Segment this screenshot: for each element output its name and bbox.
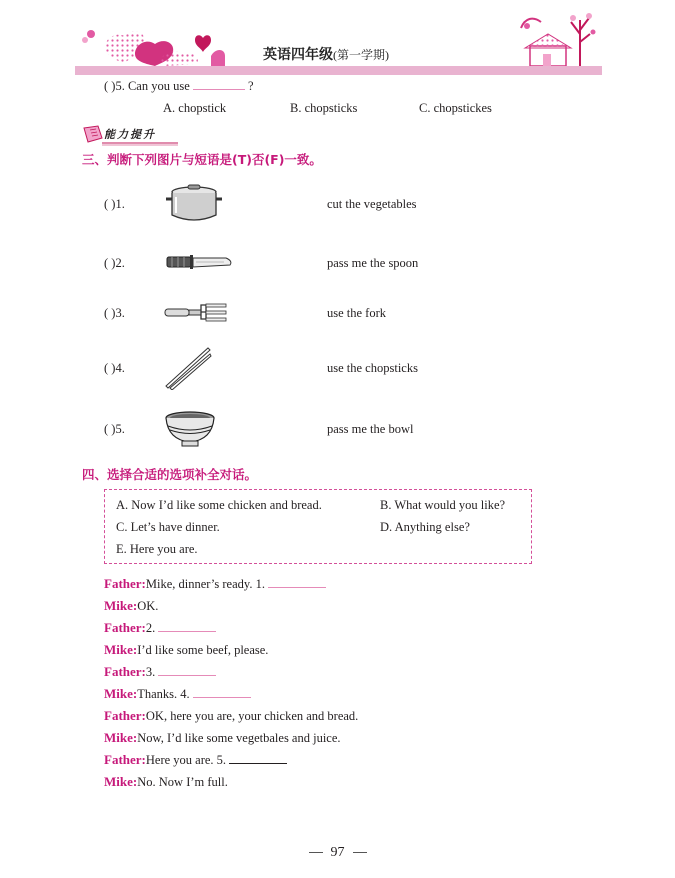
item-2-phrase: pass me the spoon [327, 256, 419, 270]
option-c: C. chopstickes [419, 101, 492, 115]
prev-question-5 [104, 79, 254, 94]
item-num: 1. [115, 197, 125, 211]
item-4-number [104, 361, 125, 376]
section-4-title: 四、选择合适的选项补全对话。 [82, 467, 258, 482]
item-1-phrase: cut the vegetables [327, 197, 417, 211]
line-text: OK. [137, 599, 159, 613]
dialogue-line-7 [104, 708, 358, 724]
answer-paren[interactable]: ( ) [104, 79, 116, 93]
speaker-sep: : [132, 642, 138, 657]
speaker-sep: : [141, 620, 146, 635]
fill-blank-2[interactable] [158, 631, 216, 632]
book-title: 英语四年级 [263, 47, 333, 63]
speaker: Father [104, 576, 142, 591]
fill-blank[interactable] [193, 89, 245, 90]
option-b: B. chopsticks [290, 101, 358, 115]
option-c: C. Let’s have dinner. [116, 520, 220, 534]
answer-paren[interactable]: ( ) [104, 306, 116, 320]
speaker-sep: : [132, 730, 138, 745]
answer-paren[interactable]: ( ) [104, 361, 116, 375]
speaker-sep: : [141, 752, 146, 767]
footer-dash-left [309, 852, 323, 853]
line-text: I’d like some beef, please. [137, 643, 269, 657]
line-text: Mike, dinner’s ready. 1. [145, 577, 265, 591]
speaker: Mike [104, 686, 133, 701]
item-5-phrase: pass me the bowl [327, 422, 414, 436]
line-text: 2. [145, 621, 156, 635]
speaker-sep: : [141, 664, 146, 679]
speaker-sep: : [141, 708, 146, 723]
fill-blank-1[interactable] [268, 587, 326, 588]
item-3-number [104, 306, 125, 321]
option-a: A. chopstick [163, 101, 227, 115]
option-b: B. What would you like? [380, 498, 506, 512]
question-end: ? [248, 79, 254, 93]
dialogue-line-1 [104, 576, 326, 592]
footer-dash-right [353, 852, 367, 853]
answer-paren[interactable]: ( ) [104, 197, 116, 211]
item-3-phrase: use the fork [327, 306, 387, 320]
speaker: Father [104, 708, 142, 723]
line-text: OK, here you are, your chicken and bread. [145, 709, 359, 723]
line-text: 3. [145, 665, 156, 679]
knife-icon [166, 252, 234, 272]
options-box [104, 489, 532, 564]
line-text: Here you are. 5. [145, 753, 227, 767]
item-num: 4. [115, 361, 125, 375]
answer-paren[interactable]: ( ) [104, 422, 116, 436]
option-d: D. Anything else? [380, 520, 470, 534]
speaker: Mike [104, 642, 133, 657]
speaker-sep: : [132, 774, 138, 789]
dialogue-line-3 [104, 620, 216, 636]
fork-icon [164, 302, 228, 322]
header-title [263, 44, 389, 64]
fill-blank-4[interactable] [193, 697, 251, 698]
page-number: 97 [330, 845, 345, 860]
section-3-title: 三、判断下列图片与短语是(T)否(F)一致。 [82, 152, 322, 167]
book-subtitle: (第一学期) [333, 48, 389, 62]
speaker-sep: : [132, 598, 138, 613]
item-num: 2. [115, 256, 125, 270]
question-text: 5. Can you use [115, 79, 190, 93]
dialogue-line-5 [104, 664, 216, 680]
speaker: Mike [104, 598, 133, 613]
item-2-number [104, 256, 125, 271]
item-5-number [104, 422, 125, 437]
item-1-number [104, 197, 125, 212]
answer-paren[interactable]: ( ) [104, 256, 116, 270]
dialogue-line-4 [104, 642, 268, 658]
speaker-sep: : [132, 686, 138, 701]
chopsticks-icon [164, 346, 212, 390]
option-a: A. Now I’d like some chicken and bread. [116, 498, 322, 512]
dialogue-line-2 [104, 598, 158, 614]
speaker-sep: : [141, 576, 146, 591]
ability-badge-label: 能力提升 [104, 128, 156, 141]
line-text: Thanks. 4. [137, 687, 190, 701]
dialogue-line-10 [104, 774, 228, 790]
speaker: Father [104, 620, 142, 635]
pot-icon [164, 183, 224, 225]
speaker: Mike [104, 774, 133, 789]
speaker: Mike [104, 730, 133, 745]
page-footer [0, 845, 675, 861]
speaker: Father [104, 752, 142, 767]
fill-blank-5[interactable] [229, 763, 287, 764]
bowl-icon [164, 410, 216, 448]
dialogue-line-9 [104, 752, 287, 768]
item-num: 3. [115, 306, 125, 320]
dialogue-line-8 [104, 730, 341, 746]
item-num: 5. [115, 422, 125, 436]
header-underline [75, 66, 602, 75]
option-e: E. Here you are. [116, 542, 198, 556]
item-4-phrase: use the chopsticks [327, 361, 418, 375]
fill-blank-3[interactable] [158, 675, 216, 676]
line-text: Now, I’d like some vegetbales and juice. [137, 731, 341, 745]
dialogue-line-6 [104, 686, 251, 702]
line-text: No. Now I’m full. [137, 775, 228, 789]
speaker: Father [104, 664, 142, 679]
